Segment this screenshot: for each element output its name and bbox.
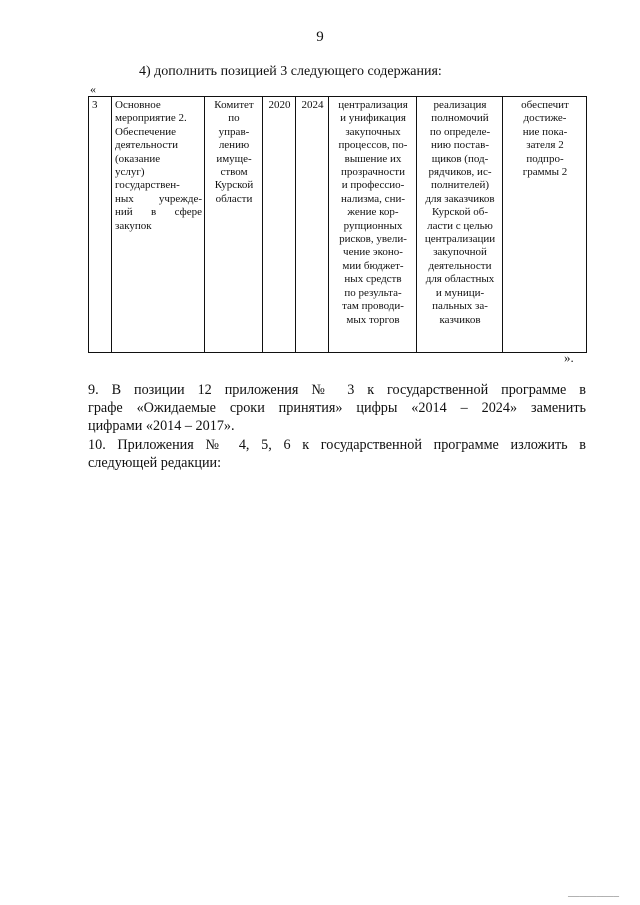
cell-indicator xyxy=(503,97,587,353)
cell-line: ние пока- xyxy=(522,125,568,138)
cell-line: процессов, по- xyxy=(338,139,408,152)
paragraph-line: следующей редакции: xyxy=(88,455,222,471)
cell-line: и профессио- xyxy=(341,179,405,192)
cell-line: там проводи- xyxy=(342,300,404,313)
cell-line: Комитет xyxy=(214,99,254,111)
cell-line: Курской об- xyxy=(431,206,489,219)
cell-line: рисков, увели- xyxy=(339,233,407,246)
cell-line: по результа- xyxy=(344,286,402,299)
cell-line: закупок xyxy=(115,219,152,232)
cell-line: пальных за- xyxy=(432,300,488,313)
paragraph-line: графе «Ожидаемые сроки принятия» цифры «2014 – 2024» заменить xyxy=(88,400,586,416)
cell-line: ных средств xyxy=(344,273,402,286)
cell-line: государствен- xyxy=(115,179,180,192)
page-number: 9 xyxy=(316,29,324,45)
cell-line: имуще- xyxy=(216,152,252,165)
cell-line: услуг) xyxy=(115,166,145,179)
cell-line: Обеспечение xyxy=(115,125,176,138)
cell-executor xyxy=(205,97,263,353)
cell-line: рупционных xyxy=(343,219,403,232)
cell-line: полнителей) xyxy=(430,179,490,192)
closing-quote: ». xyxy=(564,350,574,365)
cell-line: реализация xyxy=(433,99,487,111)
cell-line: мероприятие 2. xyxy=(115,112,187,125)
paragraph-9 xyxy=(88,381,586,435)
paragraph-line: цифрами «2014 – 2017». xyxy=(88,418,235,434)
paragraph-10 xyxy=(88,436,586,472)
cell-line: чение эконо- xyxy=(343,246,403,259)
cell-line: зателя 2 xyxy=(526,139,564,152)
paragraph-line: 9. В позиции 12 приложения № 3 к государственной программе в xyxy=(88,382,586,398)
cell-line: прозрачности xyxy=(341,166,405,179)
cell-line: достиже- xyxy=(523,112,567,125)
cell-line: рядчиков, ис- xyxy=(428,166,492,179)
cell-line: закупочных xyxy=(345,125,401,138)
cell-line: ний в сфере xyxy=(115,206,202,219)
cell-line: ных учрежде- xyxy=(115,192,202,205)
cell-year-start: 2020 xyxy=(263,97,296,353)
cell-line: казчиков xyxy=(439,313,481,326)
cell-line: мых торгов xyxy=(346,313,400,326)
cell-line: управ- xyxy=(218,125,250,138)
cell-line: мии бюджет- xyxy=(342,259,404,272)
cell-activity xyxy=(329,97,417,353)
cell-line: по xyxy=(228,112,240,125)
cell-line: Основное xyxy=(115,99,161,111)
cell-line: (оказание xyxy=(115,152,161,165)
cell-line: нализма, сни- xyxy=(340,192,406,205)
cell-line: нию постав- xyxy=(431,139,489,152)
opening-quote: « xyxy=(90,82,96,96)
cell-line: для областных xyxy=(425,273,495,286)
paragraph-line: 10. Приложения № 4, 5, 6 к государственной программе изложить в xyxy=(88,437,586,453)
cell-line: Курской xyxy=(214,179,254,192)
cell-line: вышение их xyxy=(344,152,402,165)
cell-position-number xyxy=(89,97,112,353)
cell-line: централизации xyxy=(424,233,496,246)
cell-line: граммы 2 xyxy=(522,166,568,179)
cell-line: централизация xyxy=(338,99,408,111)
cell-line: деятельности xyxy=(428,259,492,272)
cell-line: по определе- xyxy=(429,125,491,138)
cell-line: деятельности xyxy=(115,139,178,152)
cell-line: 3 xyxy=(92,99,98,111)
position-table xyxy=(88,96,587,353)
cell-line: ством xyxy=(220,166,248,179)
cell-line: подпро- xyxy=(526,152,564,165)
amendment-intro: 4) дополнить позицией 3 следующего содержания: xyxy=(139,64,442,79)
cell-line: жение кор- xyxy=(347,206,399,219)
cell-line: ласти с целью xyxy=(427,219,493,232)
cell-year-end: 2024 xyxy=(296,97,329,353)
cell-line: и унификация xyxy=(340,112,406,125)
cell-measure-name xyxy=(112,97,205,353)
cell-line: для заказчиков xyxy=(425,192,495,205)
footer-mark: ───────── xyxy=(568,892,620,901)
cell-result xyxy=(417,97,503,353)
cell-line: обеспечит xyxy=(521,99,569,111)
cell-line: полномочий xyxy=(431,112,489,125)
cell-line: и муници- xyxy=(435,286,485,299)
cell-line: лению xyxy=(218,139,250,152)
cell-line: области xyxy=(215,192,253,205)
cell-line: закупочной xyxy=(433,246,487,259)
cell-line: щиков (под- xyxy=(431,152,489,165)
table-row xyxy=(89,97,587,353)
